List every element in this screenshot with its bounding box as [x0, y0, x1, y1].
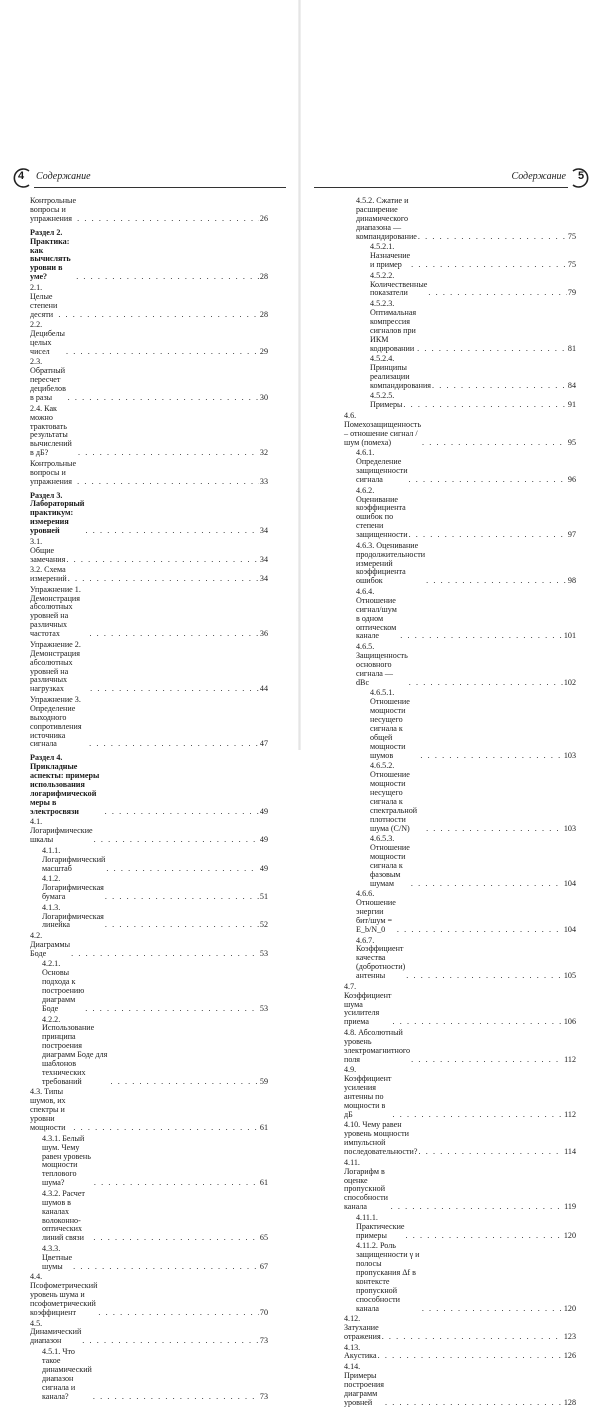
toc-entry-title: 2.3. Обратный пересчет децибелов в разы	[30, 357, 66, 403]
toc-entry-title: 3.2. Схема измерений	[30, 565, 67, 584]
toc-entry	[344, 542, 576, 587]
toc-dot-leader	[66, 348, 259, 357]
toc-dot-leader	[411, 880, 563, 889]
header-rule	[34, 187, 286, 188]
toc-entry	[30, 696, 268, 749]
toc-entry	[344, 890, 576, 935]
toc-entry-title: 4.6.3. Оценивание продолжительности измерений коэффициента ошибок	[356, 540, 426, 586]
toc-dot-leader	[110, 1078, 258, 1087]
toc-entry	[344, 983, 576, 1028]
toc-entry	[30, 1190, 268, 1243]
toc-dot-leader	[106, 865, 259, 874]
toc-entry-title: 4.6.5.1. Отношение мощности несущего сигнала к общей мощности шумов	[370, 688, 410, 760]
toc-entry	[344, 1242, 576, 1313]
toc-entry	[344, 197, 576, 242]
toc-page-number: 102	[563, 677, 576, 687]
toc-dot-leader	[89, 740, 259, 749]
toc-page-number: 34	[259, 574, 268, 584]
toc-page-number: 30	[259, 393, 268, 403]
toc-entry-title: 4.6.6. Отношение энергии бит/шум = E_b/N_0	[356, 889, 396, 934]
toc-entry	[344, 412, 576, 448]
toc-entry-title: 4.1. Логарифмические шкалы	[30, 817, 93, 845]
toc-entry-title: Упражнение 3. Определение выходного сопротивления источника сигнала	[30, 694, 82, 749]
toc-entry-title: 4.5.2.4. Принципы реализации компандирования	[370, 354, 432, 390]
toc-dot-leader	[82, 1337, 259, 1346]
toc-entry-title: 4.7. Коэффициент шума усилителя приема	[344, 981, 392, 1027]
toc-entry-title: 4.2. Диаграммы Боде	[30, 931, 71, 958]
toc-entry-title: 4.3.2. Расчет шумов в каналах волоконно-оптических линий связи	[42, 1188, 85, 1243]
toc-entry	[344, 1066, 576, 1119]
toc-dot-leader	[392, 1018, 562, 1027]
toc-page-number: 73	[259, 1391, 268, 1401]
toc-entry-title: 2.1. Целые степени десяти	[30, 282, 58, 319]
toc-page-number: 103	[563, 750, 576, 760]
toc-entry-title: 4.3. Типы шумов, их спектры и уровни мощности	[30, 1087, 66, 1133]
toc-entry-title: 4.10. Чему равен уровень мощности импульсной последовательности?	[344, 1120, 418, 1157]
toc-entry	[344, 1214, 576, 1241]
toc-page-number: 44	[259, 684, 268, 694]
toc-dot-leader	[422, 1305, 563, 1314]
toc-page-number: 106	[563, 1017, 576, 1027]
toc-dot-leader	[78, 449, 259, 458]
toc-entry	[30, 358, 268, 403]
toc-dot-leader	[71, 950, 259, 959]
toc-page-number: 26	[259, 213, 268, 223]
toc-dot-leader	[66, 556, 259, 565]
toc-entry-title: 4.6.7. Коэффициент качества (добротности) антенны	[356, 935, 406, 981]
toc-entry	[344, 1363, 576, 1408]
toc-dot-leader	[409, 679, 563, 688]
toc-entry	[344, 1029, 576, 1065]
toc-page-number: 65	[259, 1233, 268, 1243]
toc-entry	[344, 588, 576, 641]
toc-entry-title: Контрольные вопросы и упражнения	[30, 196, 77, 223]
toc-entry	[30, 904, 268, 931]
toc-dot-leader	[406, 1232, 563, 1241]
toc-dot-leader	[411, 261, 567, 270]
toc-entry	[344, 762, 576, 833]
toc-entry	[30, 875, 268, 902]
toc-entry-title: Упражнение 2. Демонстрация абсолютных уровней на различных нагрузках	[30, 639, 81, 694]
toc-entry	[30, 1016, 268, 1087]
toc-dot-leader	[68, 394, 259, 403]
running-header-title: Содержание	[36, 171, 91, 182]
toc-page-number: 52	[259, 920, 268, 930]
toc-page-number: 59	[259, 1076, 268, 1086]
toc-dot-leader	[68, 575, 259, 584]
toc-entry-title: Раздел 3. Лабораторный практикум: измерения уровней	[30, 490, 85, 536]
toc-dot-leader	[417, 345, 567, 354]
toc-dot-leader	[391, 1203, 564, 1212]
toc-entry-title: 4.5. Динамический диапазон	[30, 1318, 82, 1346]
toc-dot-leader	[77, 478, 259, 487]
toc-entry	[344, 643, 576, 688]
toc-page-number: 120	[563, 1230, 576, 1240]
toc-page-number: 70	[259, 1307, 268, 1317]
toc-dot-leader	[73, 1124, 258, 1133]
toc-page-number: 33	[259, 476, 268, 486]
toc-page-number: 104	[563, 924, 576, 934]
toc-entry	[344, 272, 576, 299]
toc-entry-title: Упражнение 1. Демонстрация абсолютных уровней на различных частотах	[30, 584, 81, 639]
toc-entry-title: 4.6.5.2. Отношение мощности несущего сигнала к спектральной плотности шума (C/N)	[370, 761, 418, 833]
toc-entry	[344, 487, 576, 540]
toc-entry	[30, 847, 268, 874]
toc-entry	[344, 355, 576, 391]
page-header	[0, 167, 300, 187]
toc-dot-leader	[406, 972, 563, 981]
toc-page-number: 96	[567, 475, 576, 484]
toc-dot-leader	[426, 825, 563, 834]
toc-entry	[344, 243, 576, 270]
toc-dot-leader	[105, 893, 259, 902]
toc-dot-leader	[93, 1393, 259, 1402]
toc-entry	[30, 284, 268, 320]
toc-page-number: 84	[567, 380, 576, 390]
toc-list	[30, 197, 268, 1403]
toc-page-number: 120	[563, 1303, 576, 1313]
toc-page-number: 61	[259, 1123, 268, 1133]
toc-page-number: 53	[259, 1003, 268, 1013]
toc-entry	[344, 449, 576, 485]
toc-entry	[344, 937, 576, 982]
toc-entry-title: 4.5.2.2. Количественные показатели	[370, 270, 428, 298]
toc-entry	[344, 1159, 576, 1212]
toc-page-number: 97	[567, 530, 576, 540]
toc-page-number: 53	[259, 948, 268, 958]
toc-page-number: 49	[259, 863, 268, 873]
toc-dot-leader	[77, 215, 259, 224]
toc-entry-title: 2.4. Как можно трактовать результаты вычислений в дБ?	[30, 403, 72, 458]
toc-entry	[344, 1315, 576, 1342]
toc-entry	[344, 835, 576, 888]
toc-dot-leader	[382, 1333, 563, 1342]
toc-entry	[30, 1348, 268, 1401]
toc-dot-leader	[105, 921, 259, 930]
toc-entry	[30, 1245, 268, 1272]
toc-entry	[30, 641, 268, 694]
toc-entry-title: Раздел 4. Прикладные аспекты: примеры использования логарифмической меры в электросвязи	[30, 753, 100, 816]
toc-page-number: 95	[567, 437, 576, 447]
toc-dot-leader	[378, 1352, 563, 1361]
toc-page-number: 32	[259, 448, 268, 458]
toc-entry	[30, 538, 268, 565]
toc-dot-leader	[400, 632, 563, 641]
toc-entry	[344, 392, 576, 410]
toc-entry-title: 4.14. Примеры построения диаграмм уровней	[344, 1362, 384, 1407]
toc-entry	[30, 1273, 268, 1318]
toc-dot-leader	[420, 752, 562, 761]
toc-entry-title: 3.1. Общие замечания	[30, 536, 66, 564]
toc-entry-title: 4.5.2.5. Примеры	[370, 391, 403, 410]
toc-page-number: 98	[567, 576, 576, 586]
toc-dot-leader	[385, 1399, 563, 1408]
toc-entry	[344, 1344, 576, 1362]
toc-dot-leader	[428, 289, 567, 298]
toc-entry-title: 2.2. Децибелы целых чисел	[30, 320, 65, 356]
toc-page-number: 47	[259, 739, 268, 749]
toc-entry	[30, 754, 268, 816]
page-number-badge	[10, 167, 32, 189]
toc-entry-title: 4.6.4. Отношение сигнал/шум в одном оптическом канале	[356, 586, 397, 641]
toc-page-number: 75	[567, 260, 576, 270]
running-header-title: Содержание	[511, 171, 566, 182]
toc-entry-title: 4.6.1. Определение защищенности сигнала	[356, 448, 408, 484]
toc-entry-title: 4.6.5.3. Отношение мощности сигнала к фазовым шумам	[370, 834, 410, 888]
toc-dot-leader	[403, 401, 566, 410]
toc-page-number: 119	[564, 1202, 576, 1212]
toc-page-number: 49	[259, 806, 268, 816]
toc-page-number: 79	[567, 288, 576, 298]
toc-entry	[30, 586, 268, 639]
toc-page-number: 29	[259, 346, 268, 356]
toc-dot-leader	[58, 311, 259, 320]
toc-dot-leader	[392, 1111, 563, 1120]
toc-page-number: 73	[259, 1336, 268, 1346]
page-number: 5	[577, 170, 585, 182]
left-page	[0, 0, 300, 1401]
toc-page-number: 28	[259, 309, 268, 319]
page-number: 4	[17, 170, 25, 182]
toc-dot-leader	[76, 273, 259, 282]
toc-entry	[30, 460, 268, 487]
toc-entry-title: 4.6.5. Защищенность основного сигнала — dBc	[356, 642, 408, 687]
toc-dot-leader	[94, 836, 259, 845]
toc-dot-leader	[93, 1234, 259, 1243]
toc-entry-title: 4.5.2. Сжатие и расширение динамического диапазона — компандирование	[356, 196, 417, 241]
toc-dot-leader	[432, 382, 567, 391]
toc-entry-title: 4.13. Акустика	[344, 1342, 377, 1361]
right-page	[300, 0, 600, 1407]
toc-dot-leader	[90, 685, 259, 694]
page-header	[300, 167, 600, 187]
toc-entry	[30, 229, 268, 282]
toc-dot-leader	[418, 1148, 563, 1157]
toc-entry	[30, 405, 268, 458]
toc-entry	[30, 960, 268, 1013]
toc-entry-title: 4.4. Псофометрический уровень шума и псофометрический коэффициент	[30, 1272, 98, 1317]
toc-entry-title: 4.1.3. Логарифмическая линейка	[42, 902, 104, 930]
toc-page-number: 103	[563, 823, 576, 833]
toc-page-number: 34	[259, 554, 268, 564]
toc-dot-leader	[94, 1179, 259, 1188]
toc-dot-leader	[422, 439, 567, 448]
toc-entry-title: 4.2.1. Основы подхода к построению диаграмм Боде	[42, 959, 85, 1013]
toc-page-number: 104	[563, 878, 576, 888]
toc-dot-leader	[409, 531, 567, 540]
toc-page-number: 114	[564, 1147, 576, 1157]
toc-entry	[30, 492, 268, 537]
toc-dot-leader	[397, 926, 563, 935]
toc-entry-title: 4.6. Помехозащищенность – отношение сигнал / шум (помеха)	[344, 410, 422, 447]
toc-page-number: 112	[564, 1054, 576, 1064]
toc-entry-title: 4.8. Абсолютный уровень электромагнитного поля	[344, 1027, 411, 1064]
toc-dot-leader	[85, 527, 258, 536]
toc-entry-title: 4.1.1. Логарифмический масштаб	[42, 845, 106, 873]
toc-dot-leader	[411, 1056, 563, 1065]
toc-entry	[30, 1135, 268, 1188]
toc-page-number: 126	[563, 1351, 576, 1361]
toc-entry-title: 4.11.2. Роль защищенности γ и полосы пропускания Δf в контексте пропускной способности канала	[356, 1241, 420, 1313]
toc-list	[344, 197, 576, 1409]
toc-entry-title: 4.11. Логарифм в оценке пропускной способности канала	[344, 1157, 388, 1212]
toc-page-number: 51	[259, 892, 268, 901]
toc-page-number: 49	[259, 835, 268, 845]
toc-entry	[30, 1088, 268, 1133]
toc-entry-title: 4.1.2. Логарифмическая бумага	[42, 874, 104, 901]
toc-page-number: 67	[259, 1261, 268, 1271]
toc-page-number: 75	[567, 231, 576, 241]
toc-entry-title: Контрольные вопросы и упражнения	[30, 458, 77, 486]
toc-entry	[30, 932, 268, 959]
toc-entry	[30, 321, 268, 357]
toc-page-number: 36	[259, 629, 268, 639]
toc-entry-title: 4.5.2.3. Оптимальная компрессия сигналов при ИКМ кодировании	[370, 299, 417, 353]
toc-entry-title: Раздел 2. Практика: как вычислять уровни в уме?	[30, 227, 71, 282]
toc-dot-leader	[89, 630, 258, 639]
toc-entry	[30, 818, 268, 845]
toc-entry-title: 4.3.3. Цветные шумы	[42, 1243, 73, 1271]
toc-page-number: 61	[259, 1178, 268, 1188]
toc-dot-leader	[73, 1263, 259, 1272]
header-rule	[314, 187, 568, 188]
toc-dot-leader	[98, 1309, 259, 1318]
toc-dot-leader	[426, 577, 567, 586]
toc-page-number: 28	[259, 272, 268, 282]
page-number-badge	[570, 167, 592, 189]
toc-page-number: 81	[567, 343, 576, 353]
toc-page-number: 34	[259, 526, 268, 536]
toc-page-number: 112	[564, 1109, 576, 1119]
toc-entry-title: 4.2.2. Использование принципа построения диаграмм Боде для шаблонов технических требований	[42, 1014, 108, 1086]
toc-entry	[30, 1320, 268, 1347]
toc-entry	[30, 197, 268, 224]
toc-page-number: 128	[563, 1397, 576, 1407]
toc-entry	[344, 1121, 576, 1157]
toc-entry-title: 4.9. Коэффициент усиления антенны по мощности в дБ	[344, 1065, 392, 1119]
toc-page-number: 91	[567, 400, 576, 410]
toc-entry-title: 4.5.2.1. Назначение и пример	[370, 242, 411, 270]
toc-dot-leader	[418, 233, 567, 242]
toc-entry	[30, 566, 268, 584]
toc-entry	[344, 300, 576, 353]
toc-entry-title: 4.12. Затухание отражения	[344, 1314, 381, 1341]
toc-entry-title: 4.3.1. Белый шум. Чему равен уровень мощности теплового шума?	[42, 1133, 91, 1188]
toc-dot-leader	[85, 1005, 259, 1014]
toc-dot-leader	[105, 808, 259, 817]
toc-page-number: 101	[563, 631, 576, 641]
toc-entry-title: 4.11.1. Практические примеры	[356, 1212, 405, 1240]
toc-entry-title: 4.6.2. Оценивание коэффициента ошибок по степени защищенности	[356, 485, 408, 540]
toc-entry-title: 4.5.1. Что такое динамический диапазон сигнала и канала?	[42, 1346, 92, 1401]
toc-dot-leader	[409, 476, 567, 485]
toc-page-number: 123	[563, 1331, 576, 1341]
toc-page-number: 105	[563, 971, 576, 981]
